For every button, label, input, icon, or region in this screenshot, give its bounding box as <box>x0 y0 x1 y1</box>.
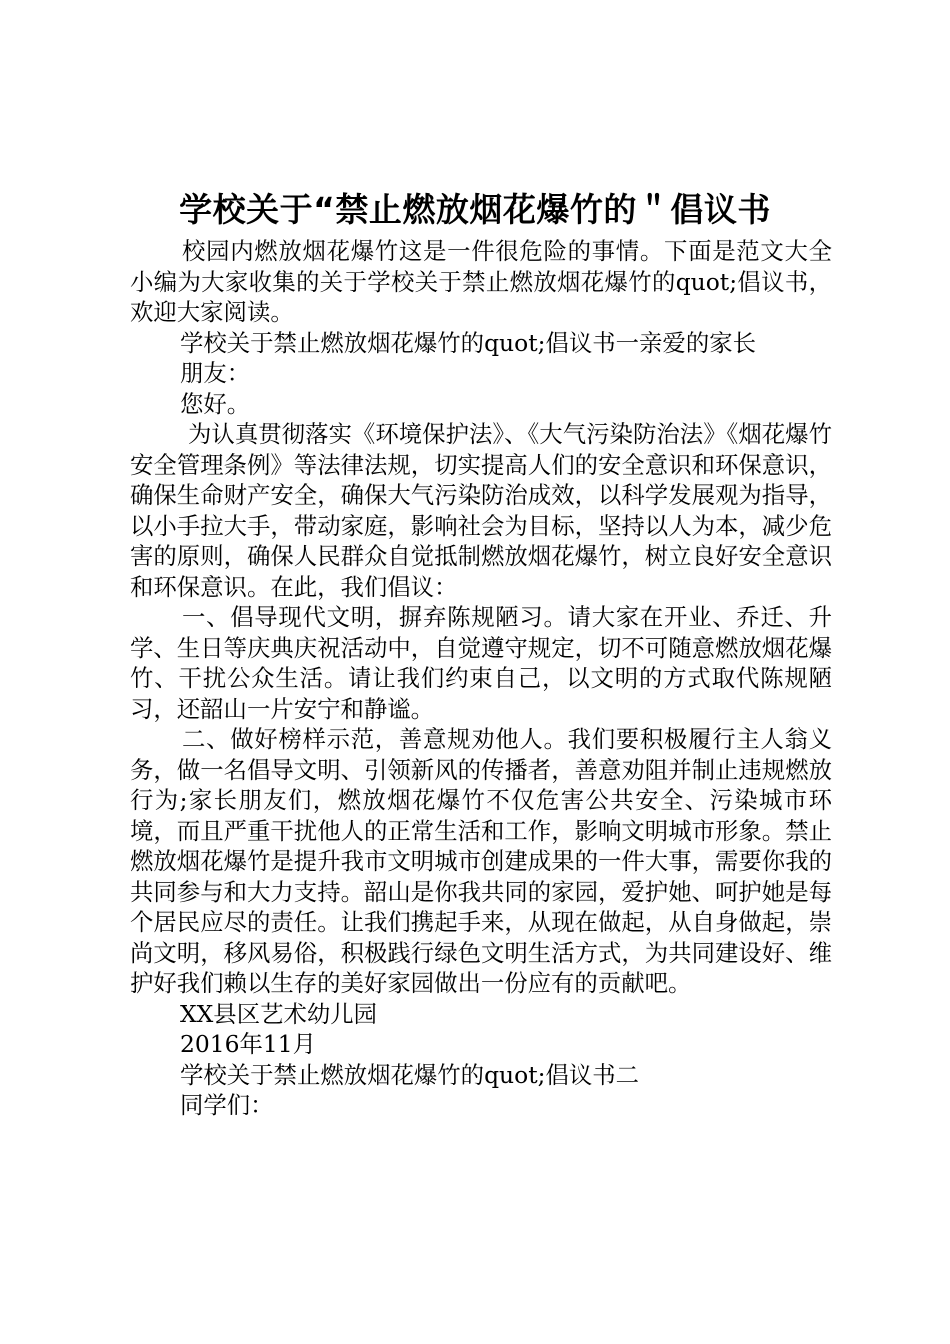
letter-two-salutation: 同学们： <box>180 1091 274 1119</box>
greeting: 您好。 <box>180 389 251 418</box>
purpose-paragraph: 为认真贯彻落实《环境保护法》、《大气污染防治法》《烟花爆竹安全管理条例》等法律法规，切实提高人们的安全意识和环保意识，确保生命财产安全，确保大气污染防治成效，以科学发展观为指导，以小手拉大手，带动家庭，影响社会为目标，坚持以人为本，减少危害的原则，确保人民群众自觉抵制燃放烟花爆竹，树立良好安全意识和环保意识。在此，我们倡议： <box>130 420 832 601</box>
proposal-two-paragraph: 二、做好榜样示范，善意规劝他人。我们要积极履行主人翁义务，做一名倡导文明、引领新风的传播者，善意劝阻并制止违规燃放行为;家长朋友们，燃放烟花爆竹不仅危害公共安全、污染城市环境，而且严重干扰他人的正常生活和工作，影响文明城市形象。禁止燃放烟花爆竹是提升我市文明城市创建成果的一件大事，需要你我的共同参与和大力支持。韶山是你我共同的家园，爱护她、呵护她是每个居民应尽的责任。让我们携起手来，从现在做起，从自身做起，崇尚文明，移风易俗，积极践行绿色文明生活方式，为共同建设好、维护好我们赖以生存的美好家园做出一份应有的贡献吧。 <box>130 725 832 997</box>
intro-paragraph: 校园内燃放烟花爆竹这是一件很危险的事情。下面是范文大全小编为大家收集的关于学校关于禁止燃放烟花爆竹的quot;倡议书，欢迎大家阅读。 <box>130 237 832 326</box>
salutation: 朋友： <box>180 359 251 387</box>
letter-one-heading: 学校关于禁止燃放烟花爆竹的quot;倡议书一亲爱的家长 <box>180 328 756 357</box>
signature-organization: XX县区艺术幼儿园 <box>180 999 378 1028</box>
document-title: 学校关于“禁止燃放烟花爆竹的＂倡议书 <box>179 190 771 229</box>
letter-two-heading: 学校关于禁止燃放烟花爆竹的quot;倡议书二 <box>180 1060 640 1089</box>
document-body <box>130 236 832 1121</box>
proposal-one-paragraph: 一、倡导现代文明，摒弃陈规陋习。请大家在开业、乔迁、升学、生日等庆典庆祝活动中，自觉遵守规定，切不可随意燃放烟花爆竹、干扰公众生活。请让我们约束自己，以文明的方式取代陈规陋习，还韶山一片安宁和静谧。 <box>130 603 832 723</box>
signature-date: 2016年11月 <box>180 1030 317 1058</box>
